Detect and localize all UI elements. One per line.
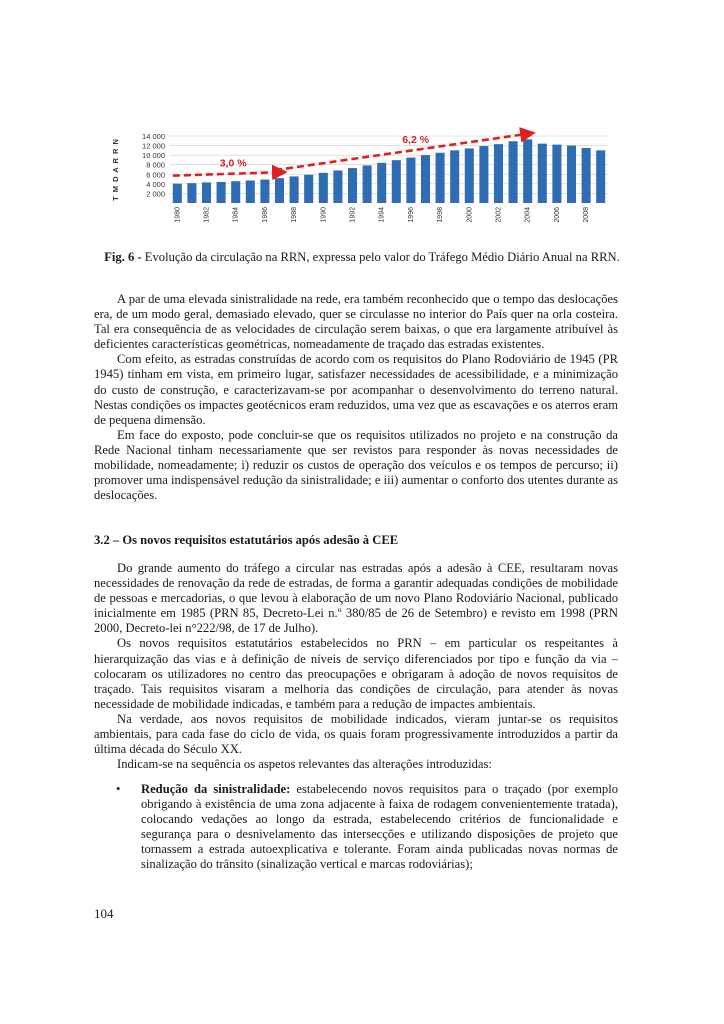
bar — [217, 182, 226, 203]
bar — [246, 181, 255, 203]
y-tick-label: 8 000 — [146, 160, 165, 170]
y-axis-label: T M D A R R N — [111, 138, 120, 201]
paragraph: Em face do exposto, pode concluir-se que os requisitos utilizados no projeto e na construção da Rede Nacional tinham necessariamente que ser revistos para responder às novas necessidades de mobilidade, nomeadamente; i) reduzir os custos de operação dos veículos e os tempos de percurso; ii) promover uma indispensável redução da sinistralidade; e iii) aumentar o conforto dos utentes durante as deslocações. — [94, 427, 618, 503]
y-tick-label: 12 000 — [142, 141, 165, 151]
bar — [509, 141, 518, 203]
bar — [406, 158, 415, 203]
page-number: 104 — [94, 906, 114, 921]
paragraph: A par de uma elevada sinistralidade na rede, era também reconhecido que o tempo das deslocações era, de um modo geral, demasiado elevado, quer se circulasse no interior do País quer na orla costeira. Tal era consequência de as velocidades de circulação serem baixas, o que era largamente atribuível às deficientes características geométricas, nomeadamente de traçado das estradas existentes. — [94, 292, 618, 352]
bar — [582, 148, 591, 203]
paragraph: Do grande aumento do tráfego a circular nas estradas após a adesão à CEE, resultaram novas necessidades de renovação da rede de estradas, de forma a garantir adequadas condições de mobilidade de pessoas e mercadorias, o que levou à elaboração de um novo Plano Rodoviário Nacional, publicado inicialmente em 1985 (PRN 85, Decreto-Lei n.º 380/85 de 26 de Setembro) e revisto em 1998 (PRN 2000, Decreto-lei n°222/98, de 17 de Julho). — [94, 561, 618, 636]
bar — [523, 139, 532, 203]
x-tick-label: 2004 — [524, 207, 532, 223]
bar — [596, 150, 605, 203]
bar — [552, 145, 561, 203]
x-tick-label: 1990 — [320, 207, 328, 223]
section-heading: 3.2 – Os novos requisitos estatutários após adesão à CEE — [94, 533, 399, 547]
x-tick-label: 1996 — [407, 207, 415, 223]
x-tick-label: 1998 — [437, 207, 445, 223]
bar — [479, 146, 488, 203]
bar — [173, 184, 182, 203]
y-tick-label: 10 000 — [142, 151, 165, 161]
bar — [436, 153, 445, 203]
x-tick-label: 1980 — [174, 207, 182, 223]
bar — [421, 155, 430, 203]
growth-rate-label: 3,0 % — [219, 157, 247, 170]
x-tick-label: 1984 — [232, 207, 240, 223]
bar — [450, 150, 459, 203]
bar — [377, 163, 386, 203]
y-tick-label: 6 000 — [146, 170, 165, 180]
traffic-bar-chart — [108, 125, 620, 243]
figure-caption — [96, 250, 628, 266]
bar — [290, 176, 299, 203]
bar — [348, 168, 357, 203]
bar — [231, 181, 240, 203]
body-text-section-2 — [94, 561, 618, 772]
body-text-section-1 — [94, 292, 618, 503]
x-tick-label: 1982 — [203, 207, 211, 223]
paragraph: Com efeito, as estradas construídas de acordo com os requisitos do Plano Rodoviário de 1945 (PR 1945) tinham em vista, em primeiro lugar, satisfazer necessidades de acessibilidade, e a minimização do custo de construção, e caracterizavam-se por acompanhar o desenvolvimento do terreno natural. Nestas condições os impactes geotécnicos eram reduzidos, uma vez que as escavações e os aterros eram de pequena dimensão. — [94, 352, 618, 427]
x-tick-label: 1994 — [378, 207, 386, 223]
bar — [538, 144, 547, 203]
bullet-list — [94, 782, 618, 873]
x-tick-label: 1988 — [291, 207, 299, 223]
y-tick-label: 2 000 — [146, 189, 165, 199]
bar — [567, 146, 576, 203]
y-tick-label: 14 000 — [142, 132, 165, 141]
bar — [187, 183, 196, 203]
bullet-title: Redução da sinistralidade: — [141, 782, 291, 796]
bar — [392, 160, 401, 203]
x-tick-label: 2008 — [583, 207, 591, 223]
bar — [275, 178, 284, 203]
bar — [202, 182, 211, 203]
bar — [465, 148, 474, 203]
bar — [363, 165, 372, 203]
bar — [304, 175, 313, 203]
bullet-mark: • — [116, 782, 121, 796]
x-tick-label: 1986 — [261, 207, 269, 223]
x-tick-label: 2002 — [495, 207, 503, 223]
bullet-text: estabelecendo novos requisitos para o traçado (por exemplo obrigando à existência de uma zona adjacente à faixa de rodagem convenientemente tratada), colocando vedações ao longo da estrada, estabelecendo critérios de funcionalidade e segurança para o desnivelamento das intersecções e utilizando disposições de projeto que tornassem a estrada autoexplicativa e tolerante. Foram ainda publicadas novas normas de sinalização do trânsito (sinalização vertical e marcas rodoviárias); — [141, 782, 618, 872]
y-tick-label: 4 000 — [146, 179, 165, 189]
bar — [333, 170, 342, 203]
figure-caption-label: Fig. 6 - — [104, 250, 142, 264]
bar — [494, 144, 503, 203]
paragraph: Os novos requisitos estatutários estabelecidos no PRN – em particular os respeitantes à hierarquização das vias e à definição de níveis de serviço diferenciados por tipo e função da via – colocaram os utilizadores no centro das preocupações e obrigaram à adoção de novos requisitos de traçado. Tais requisitos visaram a melhoria das condições de circulação, para atender às novas necessidade de mobilidade indicadas, e também para a redução de impactes ambientais. — [94, 636, 618, 711]
x-tick-label: 2000 — [466, 207, 474, 223]
x-tick-label: 2006 — [553, 207, 561, 223]
bar — [319, 173, 328, 203]
traffic-chart-figure — [108, 125, 620, 243]
paragraph: Indicam-se na sequência os aspetos relevantes das alterações introduzidas: — [117, 757, 492, 772]
paragraph: Na verdade, aos novos requisitos de mobilidade indicados, vieram juntar-se os requisitos ambientais, para cada fase do ciclo de vida, os quais foram progressivamente introduzidos a partir da última década do Século XX. — [94, 711, 618, 757]
growth-rate-label: 6,2 % — [402, 133, 430, 146]
figure-caption-text: Evolução da circulação na RRN, expressa pelo valor do Tráfego Médio Diário Anual na RRN. — [141, 250, 620, 264]
bar — [260, 180, 269, 203]
x-tick-label: 1992 — [349, 207, 357, 223]
list-item — [94, 782, 618, 873]
